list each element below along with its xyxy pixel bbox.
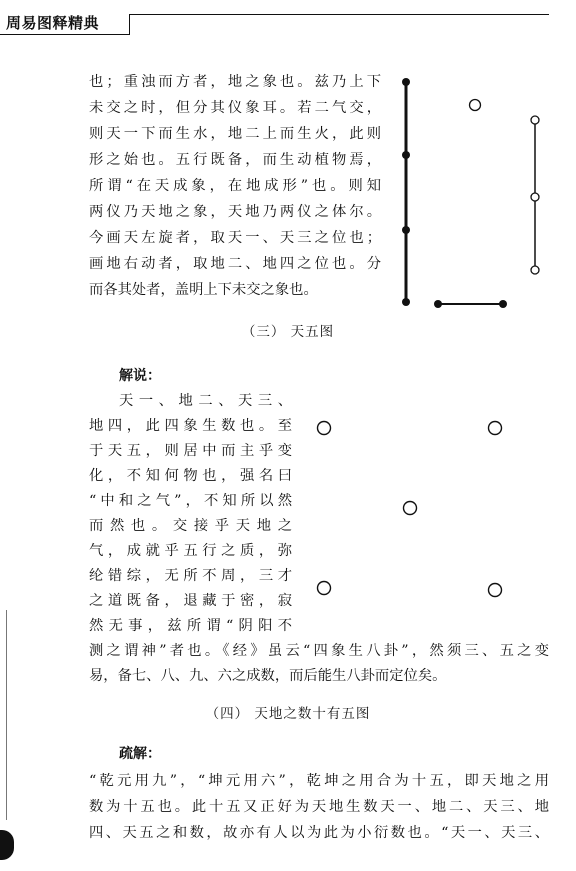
solid-dot <box>499 300 507 308</box>
text-line: 于天五，则居中而主乎变 <box>89 443 292 459</box>
solid-dot <box>402 151 410 159</box>
book-title: 周易图释精典 <box>6 14 100 32</box>
solid-dot <box>402 298 410 306</box>
solid-dot <box>402 226 410 234</box>
text-line: 今画天左旋者，取天一、天三之位也； <box>89 230 381 246</box>
text-line: 未交之时，但分其仪象耳。若二气交， <box>89 100 381 116</box>
text-line: “中和之气”，不知所以然 <box>89 493 292 509</box>
text-line: 所谓“在天成象，在地成形”也。则知 <box>89 178 381 194</box>
hollow-dot <box>531 193 539 201</box>
text-line: 而然也。交接乎天地之 <box>89 518 292 534</box>
hollow-dot <box>489 584 502 597</box>
heaven-five-diagram <box>310 415 510 600</box>
header-rule <box>0 34 130 35</box>
hollow-dot <box>470 100 481 111</box>
text-line: 而各其处者，盖明上下未交之象也。 <box>89 282 318 298</box>
text-line: 纶错综，无所不周，三才 <box>89 568 292 584</box>
two-forms-diagram <box>390 70 560 320</box>
hollow-dot <box>489 422 502 435</box>
text-line: 然无事，兹所谓“阴阳不 <box>89 618 292 634</box>
header-rule-divider <box>129 14 130 35</box>
text-line: 则天一下而生水，地二上而生火，此则 <box>89 126 381 142</box>
solid-dot <box>402 78 410 86</box>
figure-caption: （四） 天地之数十有五图 <box>205 706 371 722</box>
text-line: 形之始也。五行既备，而生动植物焉， <box>89 152 381 168</box>
page-edge-tab <box>0 830 14 860</box>
hollow-dot <box>318 422 331 435</box>
text-line: 之道既备，退藏于密，寂 <box>89 593 292 609</box>
binding-edge <box>6 610 7 820</box>
section-heading: 解说： <box>119 368 161 384</box>
text-line: 易，备七、八、九、六之成数，而后能生八卦而定位矣。 <box>89 668 447 684</box>
header-rule-top <box>129 14 549 15</box>
text-line: 天一、地二、天三、 <box>119 393 292 409</box>
hollow-dot <box>531 116 539 124</box>
text-line: 化，不知何物也，强名曰 <box>89 468 292 484</box>
solid-dot <box>434 300 442 308</box>
text-line: 两仪乃天地之象，天地乃两仪之体尔。 <box>89 204 381 220</box>
hollow-dot <box>318 582 331 595</box>
text-line: 气，成就乎五行之质，弥 <box>89 543 292 559</box>
text-line: “乾元用九”，“坤元用六”，乾坤之用合为十五，即天地之用 <box>89 773 549 789</box>
text-line: 也；重浊而方者，地之象也。兹乃上下 <box>89 74 381 90</box>
text-line: 数为十五也。此十五又正好为天地生数天一、地二、天三、地 <box>89 799 549 815</box>
text-line: 四、天五之和数，故亦有人以为此为小衍数也。“天一、天三、 <box>89 825 549 841</box>
section-heading: 疏解： <box>119 746 161 762</box>
figure-caption: （三） 天五图 <box>241 324 335 340</box>
text-line: 测之谓神”者也。《经》虽云“四象生八卦”，然须三、五之变 <box>89 643 549 659</box>
hollow-dot <box>404 502 417 515</box>
text-line: 地四，此四象生数也。至 <box>89 418 292 434</box>
text-line: 画地右动者，取地二、地四之位也。分 <box>89 256 381 272</box>
hollow-dot <box>531 266 539 274</box>
